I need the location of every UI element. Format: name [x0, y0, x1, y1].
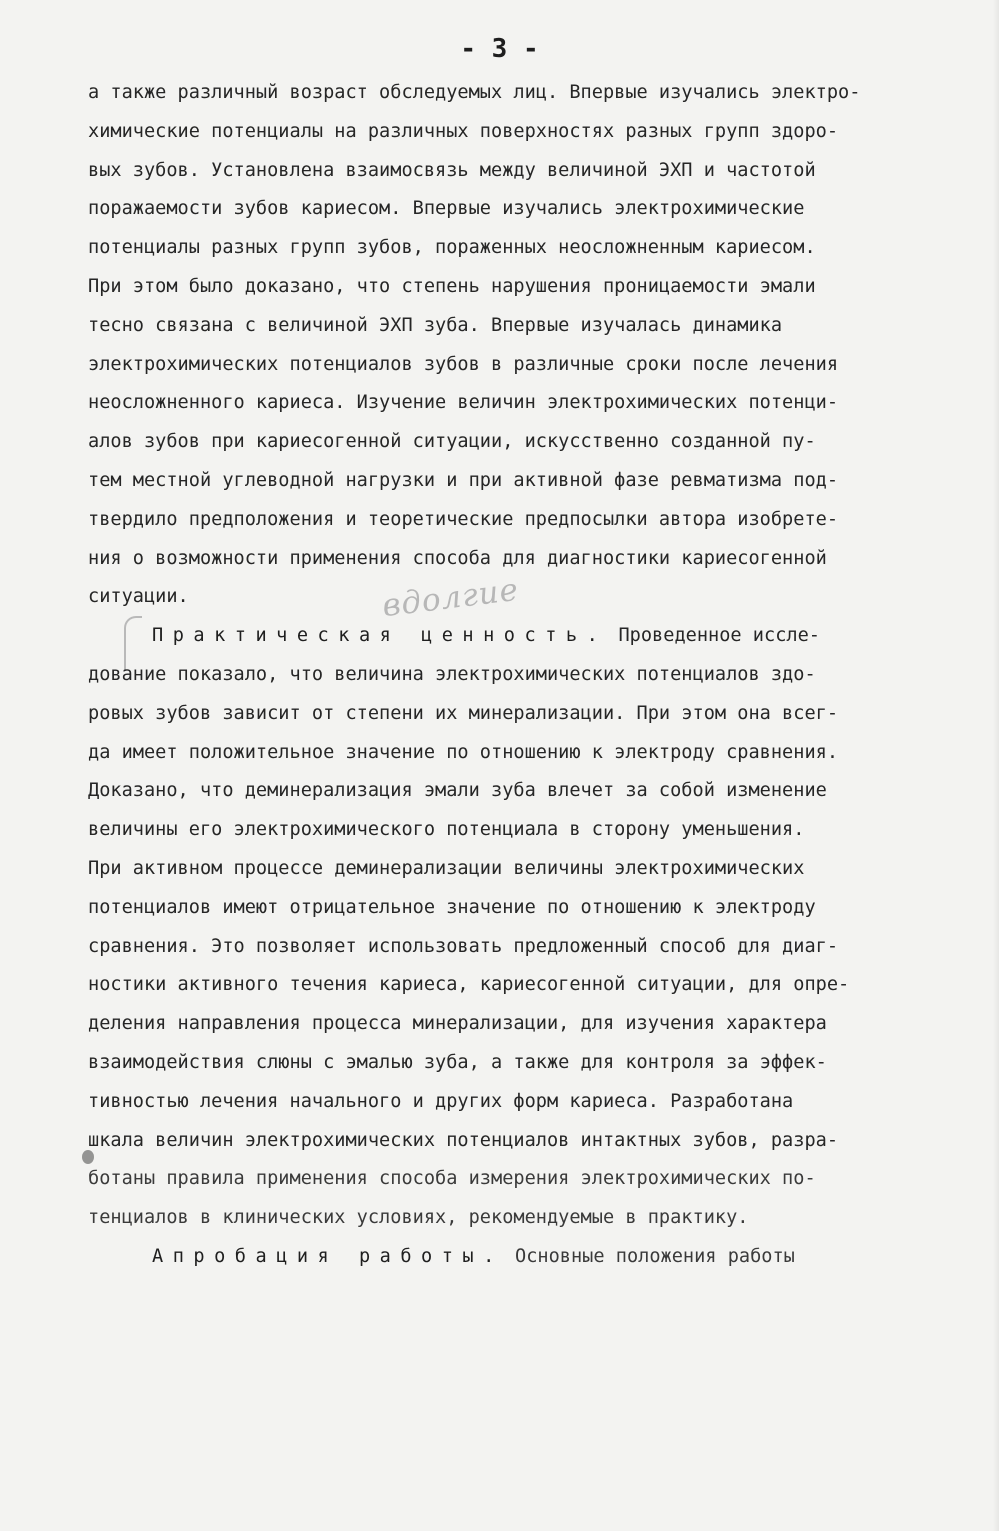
text-line: поражаемости зубов кариесом. Впервые изучались электрохимические [88, 198, 805, 220]
text-line: вых зубов. Установлена взаимосвязь между величиной ЭХП и частотой [88, 159, 816, 181]
page-number: - 3 - [460, 34, 539, 64]
text-line: тенциалов в клинических условиях, рекомендуемые в практику. [88, 1207, 749, 1229]
text-line: потенциалы разных групп зубов, пораженных неосложненным кариесом. [88, 237, 816, 259]
text-line: деления направления процесса минерализации, для изучения характера [88, 1013, 827, 1035]
text-line: При этом было доказано, что степень нарушения проницаемости эмали [88, 275, 816, 297]
text-line: электрохимических потенциалов зубов в различные сроки после лечения [88, 353, 839, 375]
text-line: а также различный возраст обследуемых лиц. Впервые изучались электро- [88, 82, 861, 103]
page-edge-shadow [993, 0, 999, 1531]
text-line: величины его электрохимического потенциала в сторону уменьшения. [88, 819, 805, 841]
text-line: ситуации. [88, 586, 189, 608]
text-line: твердило предположения и теоретические предпосылки автора изобрете- [88, 508, 839, 530]
text-line: алов зубов при кариесогенной ситуации, искусственно созданной пу- [88, 431, 816, 453]
text-line: дование показало, что величина электрохимических потенциалов здо- [88, 663, 816, 685]
text-line: тесно связана с величиной ЭХП зуба. Впервые изучалась динамика [88, 314, 783, 336]
text-line: тивностью лечения начального и других форм кариеса. Разработана [88, 1090, 794, 1112]
practical-value-heading: Практическая ценность. [152, 625, 608, 647]
practical-value-lead: Проведенное иссле- [607, 625, 820, 647]
approbation-line [88, 1238, 928, 1277]
text-line: ботаны правила применения способа измерения электрохимических по- [88, 1168, 816, 1190]
text-line: ровых зубов зависит от степени их минерализации. При этом она всег- [88, 702, 839, 724]
text-line: шкала величин электрохимических потенциалов интактных зубов, разра- [88, 1129, 839, 1151]
practical-value-line [88, 617, 928, 656]
text-line: химические потенциалы на различных поверхностях разных групп здоро- [88, 120, 839, 142]
text-line: Доказано, что деминерализация эмали зуба влечет за собой изменение [88, 780, 827, 802]
text-line: взаимодействия слюны с эмалью зуба, а также для контроля за эффек- [88, 1051, 827, 1073]
text-line: неосложненного кариеса. Изучение величин электрохимических потенци- [88, 392, 839, 414]
approbation-heading: Апробация работы. [152, 1245, 504, 1267]
text-line: потенциалов имеют отрицательное значение по отношению к электроду [88, 896, 816, 918]
text-line: При активном процессе деминерализации величины электрохимических [88, 857, 805, 879]
approbation-lead: Основные положения работы [503, 1245, 795, 1267]
text-line: сравнения. Это позволяет использовать предложенный способ для диаг- [88, 935, 839, 957]
text-line: тем местной углеводной нагрузки и при активной фазе ревматизма под- [88, 469, 839, 491]
text-line: да имеет положительное значение по отношению к электроду сравнения. [88, 741, 839, 763]
body-text [88, 74, 928, 1277]
text-line: ния о возможности применения способа для диагностики кариесогенной [88, 547, 827, 569]
text-line: ностики активного течения кариеса, кариесогенной ситуации, для опре- [88, 974, 850, 996]
handwritten-note: вдолгие [380, 571, 521, 625]
